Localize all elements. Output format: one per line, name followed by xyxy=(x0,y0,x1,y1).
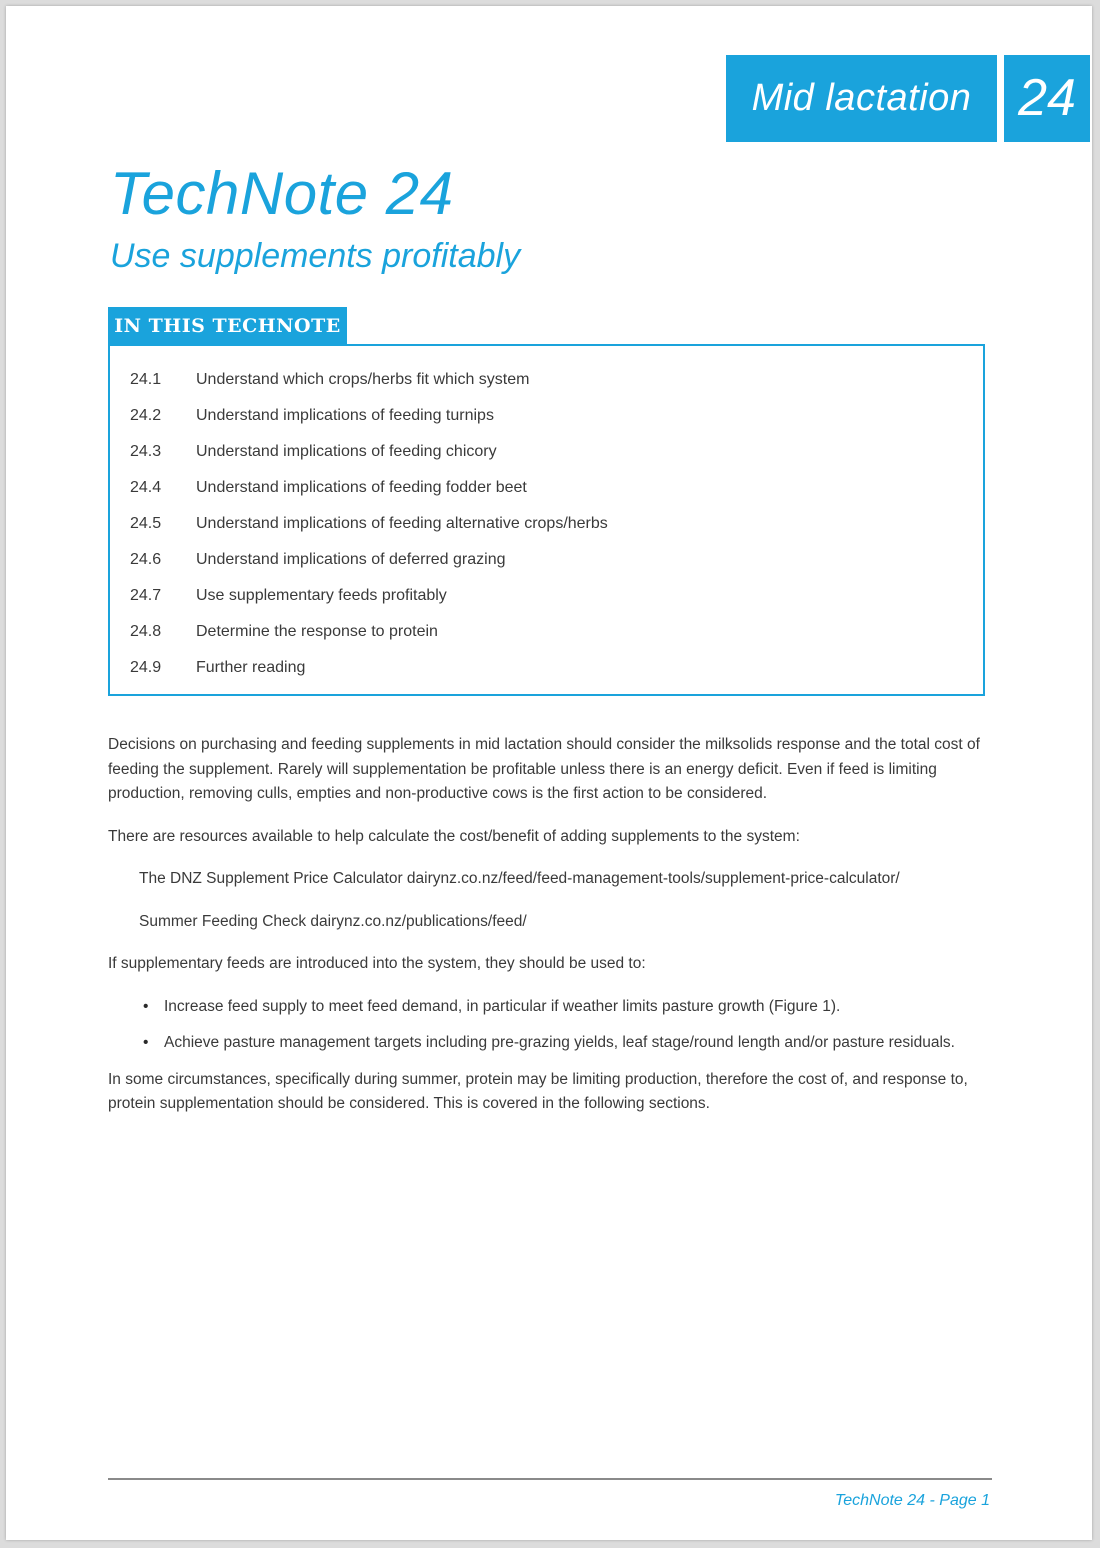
toc-item-number: 24.5 xyxy=(130,515,162,532)
page-title: TechNote 24 xyxy=(110,160,454,227)
toc-item-number: 24.3 xyxy=(130,443,162,460)
toc-item-number: 24.8 xyxy=(130,623,162,640)
body-text xyxy=(108,733,988,1135)
toc-item[interactable] xyxy=(130,362,608,398)
technote-number-tab: 24 xyxy=(1004,55,1090,142)
toc-item-number: 24.7 xyxy=(130,587,162,604)
page-subtitle: Use supplements profitably xyxy=(110,237,521,275)
resource-summer-feeding-check[interactable]: Summer Feeding Check dairynz.co.nz/publications/feed/ xyxy=(139,912,527,930)
toc-item[interactable] xyxy=(130,470,608,506)
intro-paragraph: Decisions on purchasing and feeding supplements in mid lactation should consider the milksolids response and the total cost of feeding the supplement. Rarely will supplementation be profitable unless there is an energy deficit. Even if feed is limiting production, removing culls, empties and non-productive cows is the first action to be considered. xyxy=(108,736,980,802)
toc-item-text: Understand implications of feeding turnips xyxy=(196,407,494,424)
toc-label: IN THIS TECHNOTE xyxy=(108,307,347,344)
toc-item[interactable] xyxy=(130,650,608,686)
toc-item-number: 24.1 xyxy=(130,371,162,388)
bullet-item: • Increase feed supply to meet feed demand, in particular if weather limits pasture growth (Figure 1). xyxy=(164,995,988,1020)
resources-paragraph: There are resources available to help calculate the cost/benefit of adding supplements to the system: xyxy=(108,827,800,845)
usage-paragraph: If supplementary feeds are introduced into the system, they should be used to: xyxy=(108,955,646,972)
toc-item-number: 24.9 xyxy=(130,659,162,676)
section-tab: Mid lactation xyxy=(726,55,997,142)
toc-item[interactable] xyxy=(130,542,608,578)
resource-supplement-price-calculator[interactable]: The DNZ Supplement Price Calculator dairynz.co.nz/feed/feed-management-tools/supplement-price-calculator/ xyxy=(139,870,900,887)
toc-item-text: Understand implications of deferred grazing xyxy=(196,551,506,568)
bullet-item: • Achieve pasture management targets including pre-grazing yields, leaf stage/round length and/or pasture residuals. xyxy=(164,1031,988,1056)
toc-box xyxy=(108,344,985,696)
toc-item-text: Use supplementary feeds profitably xyxy=(196,587,447,604)
protein-paragraph: In some circumstances, specifically during summer, protein may be limiting production, therefore the cost of, and response to, protein supplementation should be considered. This is covered in the following sections. xyxy=(108,1070,968,1112)
toc-item-text: Determine the response to protein xyxy=(196,623,438,640)
toc-item[interactable] xyxy=(130,578,608,614)
toc-item-number: 24.4 xyxy=(130,479,162,496)
usage-bullet-list xyxy=(108,995,988,1056)
page-footer: TechNote 24 - Page 1 xyxy=(834,1492,990,1509)
toc-item[interactable] xyxy=(130,434,608,470)
footer-rule xyxy=(108,1478,992,1480)
toc-item-number: 24.6 xyxy=(130,551,162,568)
document-page xyxy=(6,6,1092,1540)
toc-item-text: Understand implications of feeding alternative crops/herbs xyxy=(196,515,608,532)
toc-item-number: 24.2 xyxy=(130,407,162,424)
toc-item-text: Further reading xyxy=(196,659,306,676)
toc-list xyxy=(130,362,608,686)
toc-item-text: Understand implications of feeding chicory xyxy=(196,443,497,460)
toc-item[interactable] xyxy=(130,506,608,542)
toc-item-text: Understand which crops/herbs fit which system xyxy=(196,371,530,388)
toc-item[interactable] xyxy=(130,614,608,650)
toc-item[interactable] xyxy=(130,398,608,434)
toc-item-text: Understand implications of feeding fodder beet xyxy=(196,479,527,496)
